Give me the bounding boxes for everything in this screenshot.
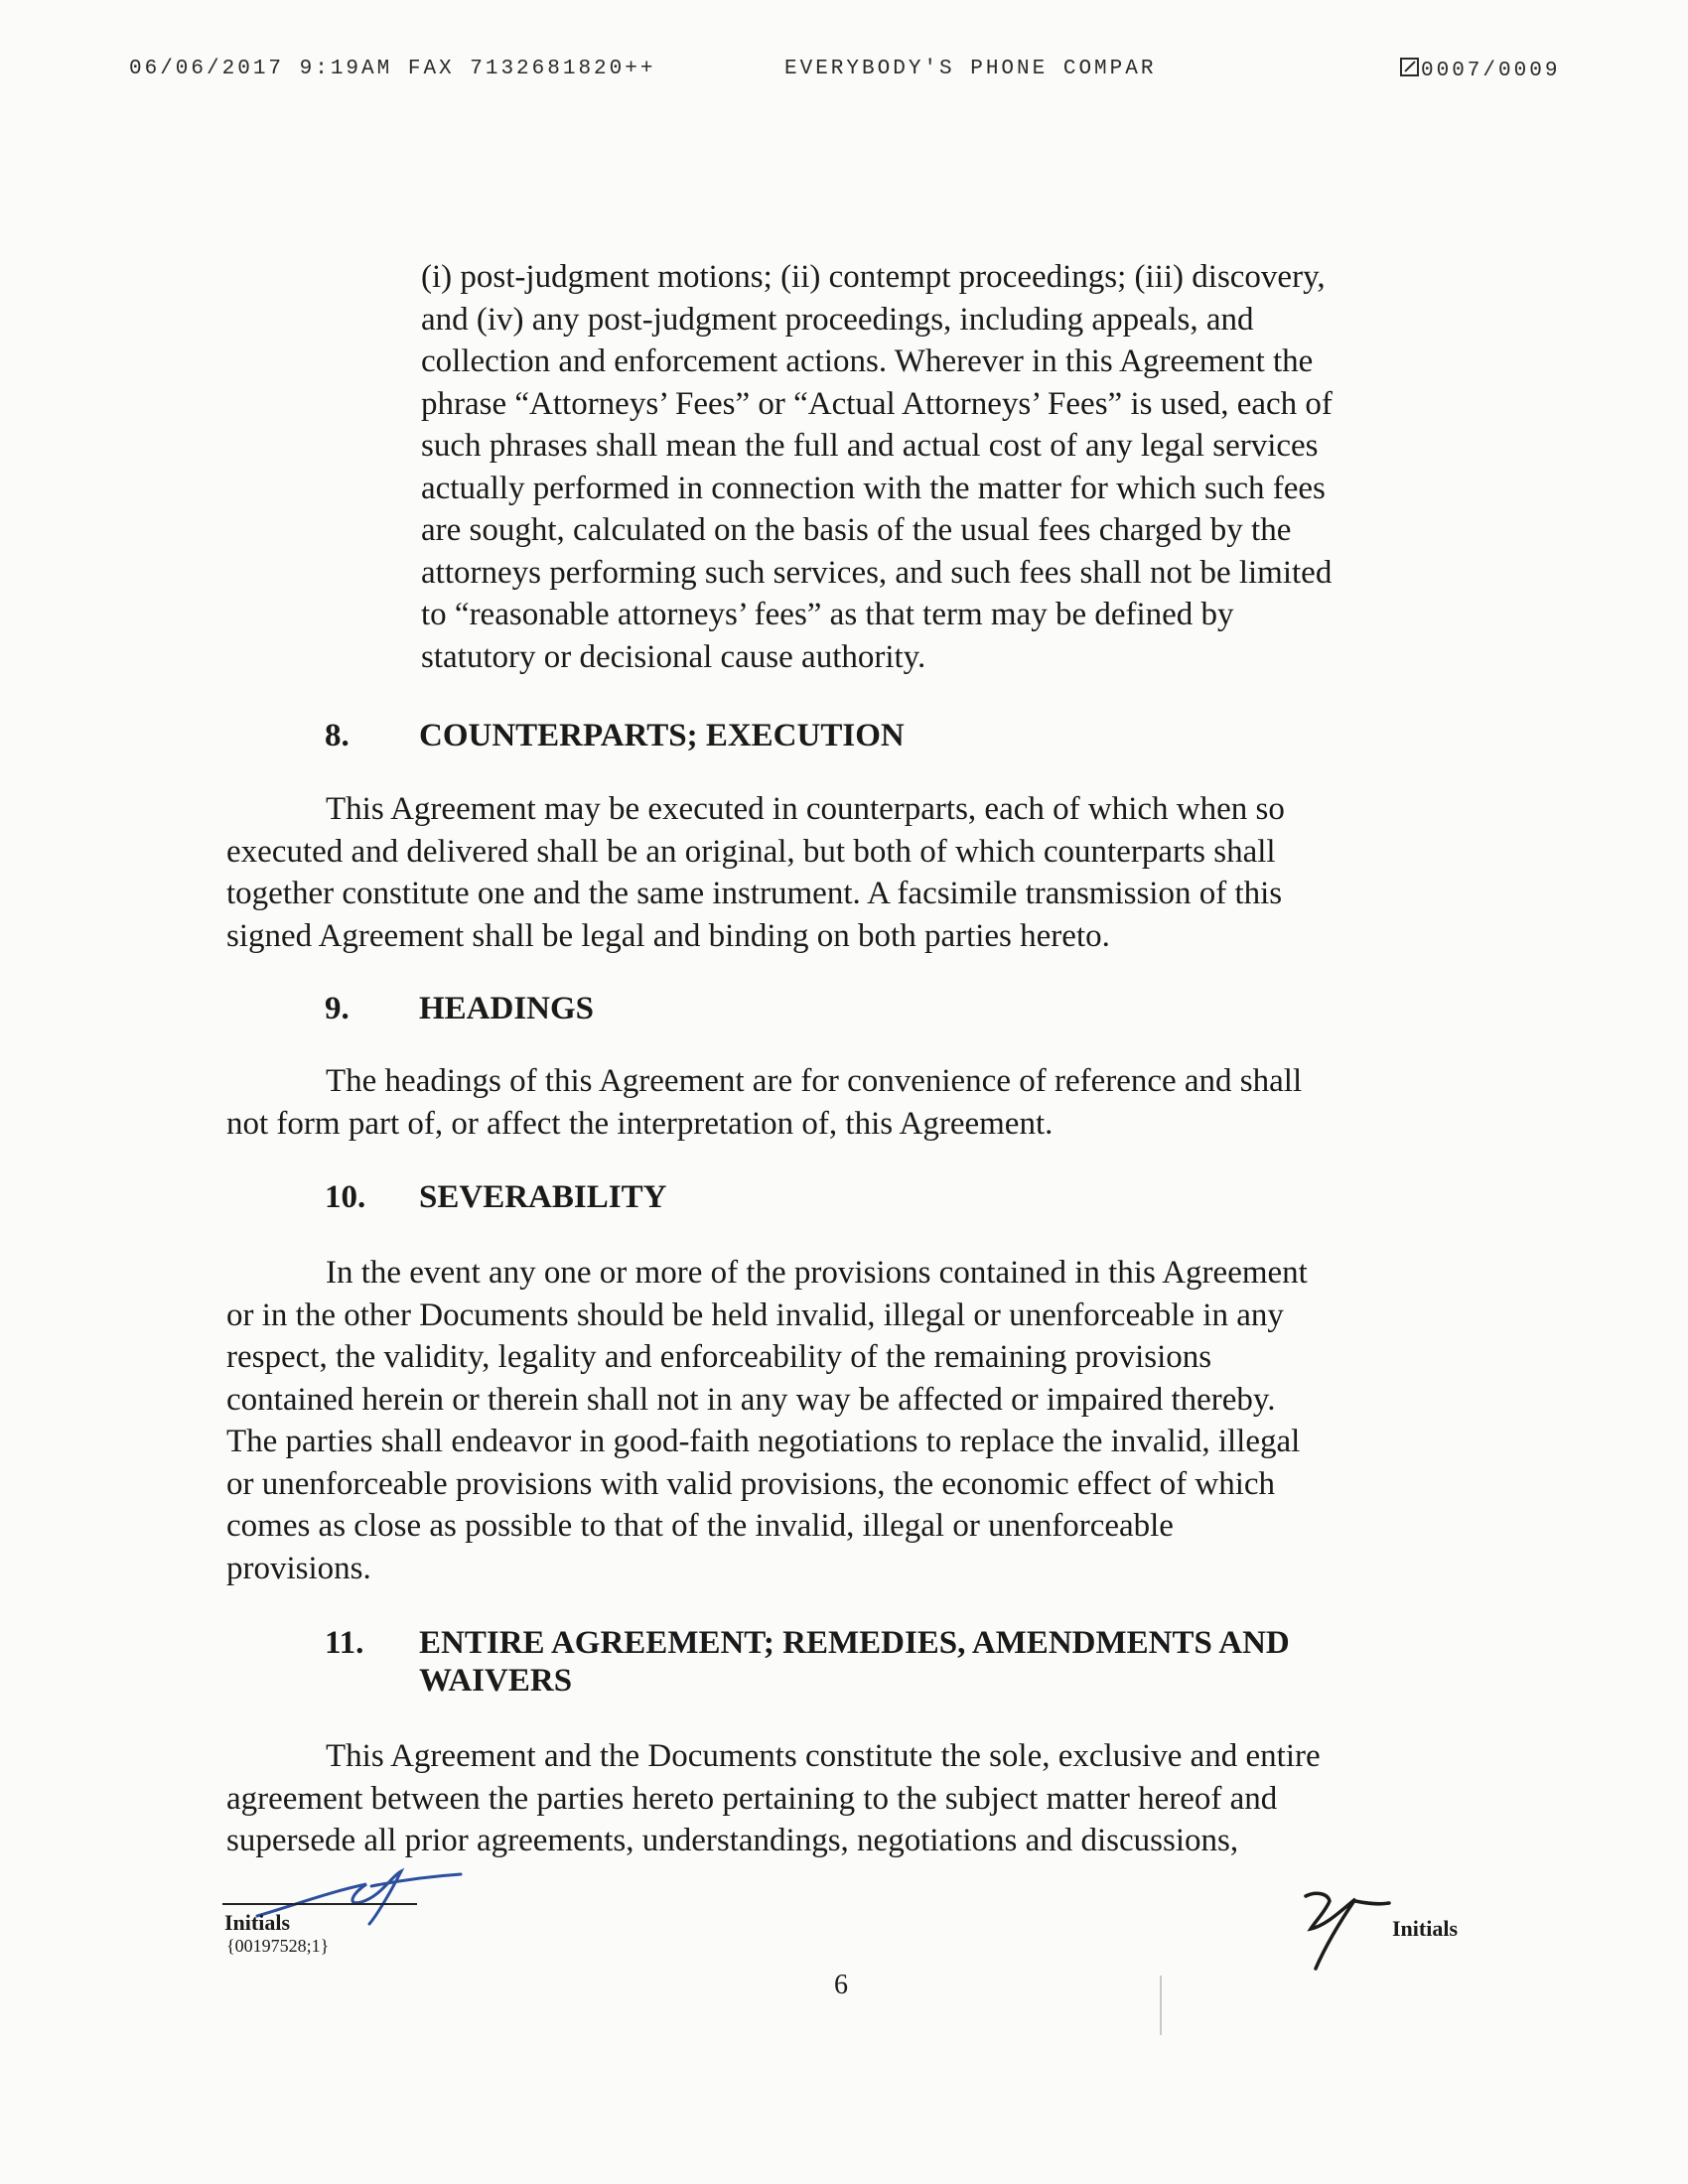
section-number: 11. — [325, 1625, 364, 1661]
page-number: 6 — [834, 1970, 848, 2000]
section-8-paragraph — [226, 788, 1477, 957]
paragraph-line: The parties shall endeavor in good-faith negotiations to replace the invalid, illegal — [226, 1424, 1301, 1459]
fax-header-center: EVERYBODY'S PHONE COMPAR — [784, 58, 1157, 80]
left-initials-label: Initials — [224, 1910, 291, 1935]
paragraph-line: In the event any one or more of the provisions contained in this Agreement — [326, 1255, 1308, 1291]
intro-paragraph — [421, 256, 1493, 678]
intro-line: to “reasonable attorneys’ fees” as that term may be defined by — [421, 597, 1234, 632]
intro-line: and (iv) any post-judgment proceedings, including appeals, and — [421, 301, 1254, 338]
left-initials-line — [222, 1903, 417, 1905]
paragraph-line: signed Agreement shall be legal and binding on both parties hereto. — [226, 917, 1110, 954]
document-id: {00197528;1} — [226, 1936, 330, 1956]
intro-line: attorneys performing such services, and such fees shall not be limited — [421, 554, 1333, 591]
paragraph-line: provisions. — [226, 1550, 371, 1586]
intro-line: statutory or decisional cause authority. — [421, 638, 926, 675]
intro-line: collection and enforcement actions. Wherever in this Agreement the — [421, 343, 1314, 379]
fax-page-icon — [1400, 58, 1419, 76]
section-number: 10. — [325, 1179, 366, 1215]
section-title: SEVERABILITY — [419, 1179, 667, 1215]
scan-fold-mark — [1160, 1976, 1162, 2035]
fax-header-right — [1400, 58, 1560, 82]
paragraph-line: executed and delivered shall be an original, but both of which counterparts shall — [226, 833, 1276, 870]
paragraph-line: or in the other Documents should be held invalid, illegal or unenforceable in any — [226, 1297, 1284, 1333]
section-10-paragraph — [226, 1252, 1477, 1589]
paragraph-line: together constitute one and the same instrument. A facsimile transmission of this — [226, 876, 1283, 911]
intro-line: are sought, calculated on the basis of the usual fees charged by the — [421, 512, 1292, 548]
paragraph-line: agreement between the parties hereto pertaining to the subject matter hereof and — [226, 1780, 1278, 1817]
paragraph-line: This Agreement may be executed in counterparts, each of which when so — [326, 791, 1285, 827]
right-initials-signature — [1286, 1881, 1395, 1971]
fax-header-left: 06/06/2017 9:19AM FAX 7132681820++ — [129, 58, 656, 80]
section-9-paragraph — [226, 1060, 1477, 1145]
section-title: ENTIRE AGREEMENT; REMEDIES, AMENDMENTS AND — [419, 1625, 1290, 1661]
fax-page-counter: 0007/0009 — [1421, 60, 1561, 82]
paragraph-line: respect, the validity, legality and enforceability of the remaining provisions — [226, 1339, 1212, 1375]
section-11-paragraph — [226, 1735, 1477, 1862]
intro-line: such phrases shall mean the full and actual cost of any legal services — [421, 428, 1319, 464]
section-title-continued: WAIVERS — [419, 1663, 573, 1699]
intro-line: (i) post-judgment motions; (ii) contempt proceedings; (iii) discovery, — [421, 259, 1326, 295]
section-title: COUNTERPARTS; EXECUTION — [419, 718, 905, 753]
intro-line: actually performed in connection with the matter for which such fees — [421, 470, 1326, 506]
paragraph-line: contained herein or therein shall not in any way be affected or impaired thereby. — [226, 1381, 1276, 1418]
paragraph-line: supersede all prior agreements, understandings, negotiations and discussions, — [226, 1823, 1239, 1858]
paragraph-line: not form part of, or affect the interpretation of, this Agreement. — [226, 1105, 1054, 1142]
section-number: 8. — [325, 718, 350, 753]
right-initials-label: Initials — [1392, 1916, 1459, 1941]
paragraph-line: comes as close as possible to that of the invalid, illegal or unenforceable — [226, 1508, 1174, 1544]
left-initials-block — [222, 1866, 441, 1995]
section-title: HEADINGS — [419, 991, 595, 1026]
paragraph-line: This Agreement and the Documents constitute the sole, exclusive and entire — [326, 1738, 1321, 1774]
intro-line: phrase “Attorneys’ Fees” or “Actual Attorneys’ Fees” is used, each of — [421, 385, 1333, 422]
paragraph-line: The headings of this Agreement are for convenience of reference and shall — [326, 1063, 1303, 1099]
section-number: 9. — [325, 991, 350, 1026]
paragraph-line: or unenforceable provisions with valid provisions, the economic effect of which — [226, 1465, 1276, 1502]
